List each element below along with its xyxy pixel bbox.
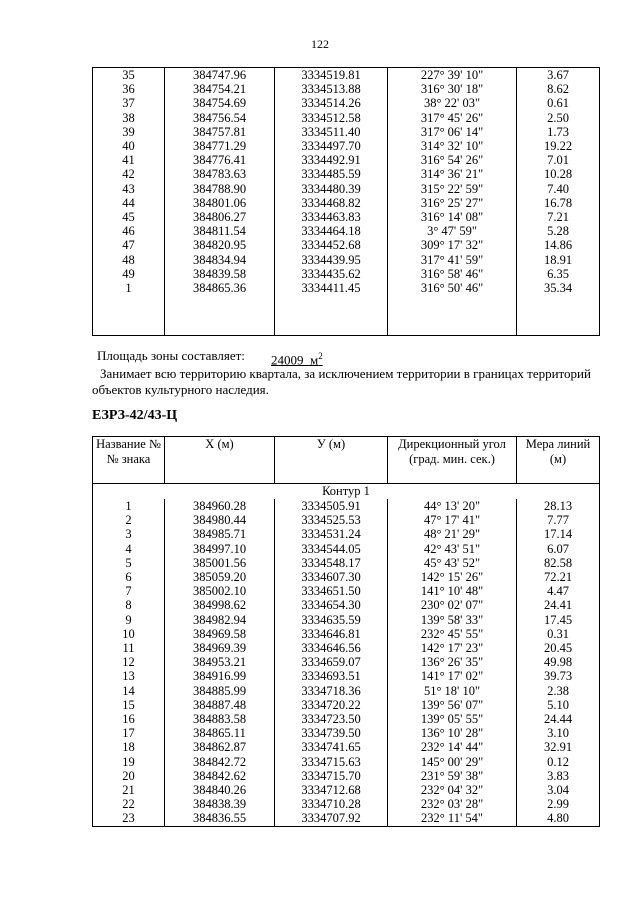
point-name-cell: 10: [93, 627, 165, 641]
line-length-cell: 17.45: [517, 613, 600, 627]
line-length-cell: 14.86: [517, 238, 600, 252]
table-row: [93, 698, 600, 712]
x-coord-cell: 384806.27: [165, 210, 275, 224]
point-name-cell: 3: [93, 527, 165, 541]
direction-angle-cell: 230° 02' 07": [388, 598, 517, 612]
y-coord-cell: 3334707.92: [275, 811, 388, 826]
y-coord-cell: 3334693.51: [275, 669, 388, 683]
direction-angle-cell: 139° 56' 07": [388, 698, 517, 712]
empty-cell: [275, 295, 388, 336]
table-row: [93, 542, 600, 556]
x-coord-cell: 384747.96: [165, 68, 275, 83]
table-row: [93, 82, 600, 96]
y-coord-cell: 3334505.91: [275, 499, 388, 513]
direction-angle-cell: 145° 00' 29": [388, 755, 517, 769]
x-coord-cell: 384842.62: [165, 769, 275, 783]
point-name-cell: 39: [93, 125, 165, 139]
header-x: Х (м): [165, 437, 275, 484]
point-name-cell: 13: [93, 669, 165, 683]
y-coord-cell: 3334485.59: [275, 167, 388, 181]
line-length-cell: 49.98: [517, 655, 600, 669]
line-length-cell: 18.91: [517, 253, 600, 267]
x-coord-cell: 385001.56: [165, 556, 275, 570]
y-coord-cell: 3334452.68: [275, 238, 388, 252]
table-row: [93, 125, 600, 139]
line-length-cell: 4.47: [517, 584, 600, 598]
point-name-cell: 36: [93, 82, 165, 96]
point-name-cell: 1: [93, 281, 165, 295]
point-name-cell: 22: [93, 797, 165, 811]
y-coord-cell: 3334513.88: [275, 82, 388, 96]
line-length-cell: 28.13: [517, 499, 600, 513]
line-length-cell: 2.99: [517, 797, 600, 811]
y-coord-cell: 3334607.30: [275, 570, 388, 584]
point-name-cell: 6: [93, 570, 165, 584]
point-name-cell: 16: [93, 712, 165, 726]
y-coord-cell: 3334468.82: [275, 196, 388, 210]
direction-angle-cell: 316° 14' 08": [388, 210, 517, 224]
y-coord-cell: 3334720.22: [275, 698, 388, 712]
y-coord-cell: 3334439.95: [275, 253, 388, 267]
table-spacer-row: [93, 295, 600, 336]
line-length-cell: 7.01: [517, 153, 600, 167]
table-row: [93, 627, 600, 641]
direction-angle-cell: 51° 18' 10": [388, 684, 517, 698]
y-coord-cell: 3334659.07: [275, 655, 388, 669]
x-coord-cell: 384756.54: [165, 111, 275, 125]
line-length-cell: 1.73: [517, 125, 600, 139]
line-length-cell: 20.45: [517, 641, 600, 655]
y-coord-cell: 3334514.26: [275, 96, 388, 110]
table-row: [93, 96, 600, 110]
y-coord-cell: 3334712.68: [275, 783, 388, 797]
x-coord-cell: 385002.10: [165, 584, 275, 598]
point-name-cell: 2: [93, 513, 165, 527]
direction-angle-cell: 141° 17' 02": [388, 669, 517, 683]
line-length-cell: 24.41: [517, 598, 600, 612]
table-row: [93, 224, 600, 238]
line-length-cell: 19.22: [517, 139, 600, 153]
table-header-row: [93, 437, 600, 484]
y-coord-cell: 3334710.28: [275, 797, 388, 811]
table-row: [93, 253, 600, 267]
point-name-cell: 5: [93, 556, 165, 570]
table-row: [93, 68, 600, 83]
direction-angle-cell: 231° 59' 38": [388, 769, 517, 783]
table-row: [93, 111, 600, 125]
y-coord-cell: 3334464.18: [275, 224, 388, 238]
point-name-cell: 12: [93, 655, 165, 669]
y-coord-cell: 3334739.50: [275, 726, 388, 740]
point-name-cell: 40: [93, 139, 165, 153]
point-name-cell: 15: [93, 698, 165, 712]
direction-angle-cell: 45° 43' 52": [388, 556, 517, 570]
x-coord-cell: 384838.39: [165, 797, 275, 811]
line-length-cell: 3.04: [517, 783, 600, 797]
y-coord-cell: 3334544.05: [275, 542, 388, 556]
point-name-cell: 1: [93, 499, 165, 513]
point-name-cell: 9: [93, 613, 165, 627]
table-row: [93, 238, 600, 252]
x-coord-cell: 384776.41: [165, 153, 275, 167]
zone-area-number: 24009: [271, 352, 304, 368]
table-row: [93, 769, 600, 783]
empty-cell: [517, 295, 600, 336]
coordinates-table-continued: [92, 67, 600, 336]
y-coord-cell: 3334463.83: [275, 210, 388, 224]
zone-heading: ЕЗРЗ-42/43-Ц: [92, 408, 178, 423]
header-point-name: Название №№ знака: [93, 437, 165, 484]
x-coord-cell: 384865.11: [165, 726, 275, 740]
x-coord-cell: 384980.44: [165, 513, 275, 527]
y-coord-cell: 3334715.70: [275, 769, 388, 783]
y-coord-cell: 3334651.50: [275, 584, 388, 598]
x-coord-cell: 384916.99: [165, 669, 275, 683]
point-name-cell: 48: [93, 253, 165, 267]
point-name-cell: 42: [93, 167, 165, 181]
point-name-cell: 49: [93, 267, 165, 281]
line-length-cell: 82.58: [517, 556, 600, 570]
line-length-cell: 4.80: [517, 811, 600, 826]
empty-cell: [165, 295, 275, 336]
x-coord-cell: 384783.63: [165, 167, 275, 181]
header-direction-angle: Дирекционный угол (град. мин. сек.): [388, 437, 517, 484]
contour-row: [93, 484, 600, 500]
x-coord-cell: 384953.21: [165, 655, 275, 669]
direction-angle-cell: 136° 10' 28": [388, 726, 517, 740]
table-row: [93, 613, 600, 627]
zone-area-unit: м: [310, 352, 319, 368]
y-coord-cell: 3334519.81: [275, 68, 388, 83]
direction-angle-cell: 314° 36' 21": [388, 167, 517, 181]
point-name-cell: 46: [93, 224, 165, 238]
x-coord-cell: 384862.87: [165, 740, 275, 754]
y-coord-cell: 3334718.36: [275, 684, 388, 698]
x-coord-cell: 384960.28: [165, 499, 275, 513]
y-coord-cell: 3334646.56: [275, 641, 388, 655]
x-coord-cell: 384997.10: [165, 542, 275, 556]
direction-angle-cell: 314° 32' 10": [388, 139, 517, 153]
direction-angle-cell: 232° 03' 28": [388, 797, 517, 811]
line-length-cell: 7.21: [517, 210, 600, 224]
line-length-cell: 35.34: [517, 281, 600, 295]
point-name-cell: 19: [93, 755, 165, 769]
direction-angle-cell: 232° 45' 55": [388, 627, 517, 641]
table-row: [93, 740, 600, 754]
x-coord-cell: 384834.94: [165, 253, 275, 267]
table-row: [93, 598, 600, 612]
x-coord-cell: 384998.62: [165, 598, 275, 612]
zone-coordinates-body: [93, 484, 600, 827]
point-name-cell: 17: [93, 726, 165, 740]
point-name-cell: 23: [93, 811, 165, 826]
line-length-cell: 32.91: [517, 740, 600, 754]
table-row: [93, 684, 600, 698]
direction-angle-cell: 139° 05' 55": [388, 712, 517, 726]
point-name-cell: 37: [93, 96, 165, 110]
direction-angle-cell: 316° 30' 18": [388, 82, 517, 96]
direction-angle-cell: 44° 13' 20": [388, 499, 517, 513]
line-length-cell: 6.07: [517, 542, 600, 556]
line-length-cell: 7.77: [517, 513, 600, 527]
direction-angle-cell: 227° 39' 10": [388, 68, 517, 83]
table-row: [93, 641, 600, 655]
y-coord-cell: 3334497.70: [275, 139, 388, 153]
direction-angle-cell: 141° 10' 48": [388, 584, 517, 598]
table-row: [93, 210, 600, 224]
point-name-cell: 11: [93, 641, 165, 655]
line-length-cell: 5.28: [517, 224, 600, 238]
table-row: [93, 797, 600, 811]
y-coord-cell: 3334525.53: [275, 513, 388, 527]
table-row: [93, 513, 600, 527]
x-coord-cell: 384771.29: [165, 139, 275, 153]
direction-angle-cell: 47° 17' 41": [388, 513, 517, 527]
direction-angle-cell: 42° 43' 51": [388, 542, 517, 556]
table-row: [93, 499, 600, 513]
table-row: [93, 196, 600, 210]
y-coord-cell: 3334411.45: [275, 281, 388, 295]
x-coord-cell: 384883.58: [165, 712, 275, 726]
direction-angle-cell: 136° 26' 35": [388, 655, 517, 669]
table-row: [93, 755, 600, 769]
x-coord-cell: 384811.54: [165, 224, 275, 238]
contour-label: Контур 1: [93, 484, 600, 500]
x-coord-cell: 384754.21: [165, 82, 275, 96]
point-name-cell: 8: [93, 598, 165, 612]
table-row: [93, 811, 600, 826]
page-number: 122: [311, 37, 329, 51]
x-coord-cell: 384757.81: [165, 125, 275, 139]
header-line-length: Мера линий (м): [517, 437, 600, 484]
x-coord-cell: 384885.99: [165, 684, 275, 698]
zone-area-label: Площадь зоны составляет:: [97, 348, 245, 363]
line-length-cell: 3.67: [517, 68, 600, 83]
direction-angle-cell: 316° 50' 46": [388, 281, 517, 295]
line-length-cell: 2.50: [517, 111, 600, 125]
point-name-cell: 38: [93, 111, 165, 125]
table-row: [93, 726, 600, 740]
direction-angle-cell: 317° 45' 26": [388, 111, 517, 125]
table-row: [93, 281, 600, 295]
zone-occupies-text: Занимает всю территорию квартала, за исключением территории в границах территорий объектов культурного наследия.: [92, 366, 591, 397]
point-name-cell: 47: [93, 238, 165, 252]
x-coord-cell: 384788.90: [165, 182, 275, 196]
line-length-cell: 7.40: [517, 182, 600, 196]
x-coord-cell: 384887.48: [165, 698, 275, 712]
table-row: [93, 570, 600, 584]
y-coord-cell: 3334511.40: [275, 125, 388, 139]
point-name-cell: 18: [93, 740, 165, 754]
table-row: [93, 527, 600, 541]
y-coord-cell: 3334548.17: [275, 556, 388, 570]
direction-angle-cell: 142° 17' 23": [388, 641, 517, 655]
y-coord-cell: 3334492.91: [275, 153, 388, 167]
direction-angle-cell: 139° 58' 33": [388, 613, 517, 627]
direction-angle-cell: 48° 21' 29": [388, 527, 517, 541]
table-row: [93, 139, 600, 153]
x-coord-cell: 384865.36: [165, 281, 275, 295]
line-length-cell: 8.62: [517, 82, 600, 96]
x-coord-cell: 384840.26: [165, 783, 275, 797]
direction-angle-cell: 38° 22' 03": [388, 96, 517, 110]
direction-angle-cell: 232° 14' 44": [388, 740, 517, 754]
line-length-cell: 39.73: [517, 669, 600, 683]
point-name-cell: 45: [93, 210, 165, 224]
direction-angle-cell: 315° 22' 59": [388, 182, 517, 196]
line-length-cell: 24.44: [517, 712, 600, 726]
zone-coordinates-table: [92, 436, 600, 827]
line-length-cell: 3.10: [517, 726, 600, 740]
point-name-cell: 43: [93, 182, 165, 196]
line-length-cell: 10.28: [517, 167, 600, 181]
table-row: [93, 167, 600, 181]
x-coord-cell: 384801.06: [165, 196, 275, 210]
table-row: [93, 655, 600, 669]
point-name-cell: 21: [93, 783, 165, 797]
line-length-cell: 0.12: [517, 755, 600, 769]
table-row: [93, 669, 600, 683]
x-coord-cell: 384820.95: [165, 238, 275, 252]
line-length-cell: 0.61: [517, 96, 600, 110]
table-row: [93, 556, 600, 570]
table-row: [93, 153, 600, 167]
table-row: [93, 267, 600, 281]
point-name-cell: 7: [93, 584, 165, 598]
coordinates-table-body: [93, 68, 600, 336]
point-name-cell: 14: [93, 684, 165, 698]
direction-angle-cell: 142° 15' 26": [388, 570, 517, 584]
x-coord-cell: 384969.39: [165, 641, 275, 655]
line-length-cell: 3.83: [517, 769, 600, 783]
empty-cell: [388, 295, 517, 336]
direction-angle-cell: 232° 04' 32": [388, 783, 517, 797]
line-length-cell: 6.35: [517, 267, 600, 281]
y-coord-cell: 3334480.39: [275, 182, 388, 196]
direction-angle-cell: 316° 58' 46": [388, 267, 517, 281]
x-coord-cell: 384754.69: [165, 96, 275, 110]
line-length-cell: 16.78: [517, 196, 600, 210]
x-coord-cell: 384982.94: [165, 613, 275, 627]
y-coord-cell: 3334635.59: [275, 613, 388, 627]
point-name-cell: 4: [93, 542, 165, 556]
direction-angle-cell: 317° 41' 59": [388, 253, 517, 267]
x-coord-cell: 384985.71: [165, 527, 275, 541]
point-name-cell: 41: [93, 153, 165, 167]
direction-angle-cell: 3° 47' 59": [388, 224, 517, 238]
direction-angle-cell: 317° 06' 14": [388, 125, 517, 139]
x-coord-cell: 384969.58: [165, 627, 275, 641]
table-row: [93, 712, 600, 726]
y-coord-cell: 3334435.62: [275, 267, 388, 281]
x-coord-cell: 384839.58: [165, 267, 275, 281]
table-row: [93, 584, 600, 598]
empty-cell: [93, 295, 165, 336]
table-row: [93, 783, 600, 797]
y-coord-cell: 3334715.63: [275, 755, 388, 769]
y-coord-cell: 3334741.65: [275, 740, 388, 754]
y-coord-cell: 3334646.81: [275, 627, 388, 641]
point-name-cell: 35: [93, 68, 165, 83]
direction-angle-cell: 316° 54' 26": [388, 153, 517, 167]
x-coord-cell: 384836.55: [165, 811, 275, 826]
line-length-cell: 72.21: [517, 570, 600, 584]
zone-area-unit-exponent: 2: [318, 351, 323, 361]
y-coord-cell: 3334654.30: [275, 598, 388, 612]
point-name-cell: 44: [93, 196, 165, 210]
direction-angle-cell: 316° 25' 27": [388, 196, 517, 210]
table-row: [93, 182, 600, 196]
line-length-cell: 0.31: [517, 627, 600, 641]
direction-angle-cell: 309° 17' 32": [388, 238, 517, 252]
point-name-cell: 20: [93, 769, 165, 783]
y-coord-cell: 3334723.50: [275, 712, 388, 726]
line-length-cell: 5.10: [517, 698, 600, 712]
y-coord-cell: 3334531.24: [275, 527, 388, 541]
y-coord-cell: 3334512.58: [275, 111, 388, 125]
x-coord-cell: 385059.20: [165, 570, 275, 584]
direction-angle-cell: 232° 11' 54": [388, 811, 517, 826]
x-coord-cell: 384842.72: [165, 755, 275, 769]
header-y: У (м): [275, 437, 388, 484]
line-length-cell: 2.38: [517, 684, 600, 698]
line-length-cell: 17.14: [517, 527, 600, 541]
